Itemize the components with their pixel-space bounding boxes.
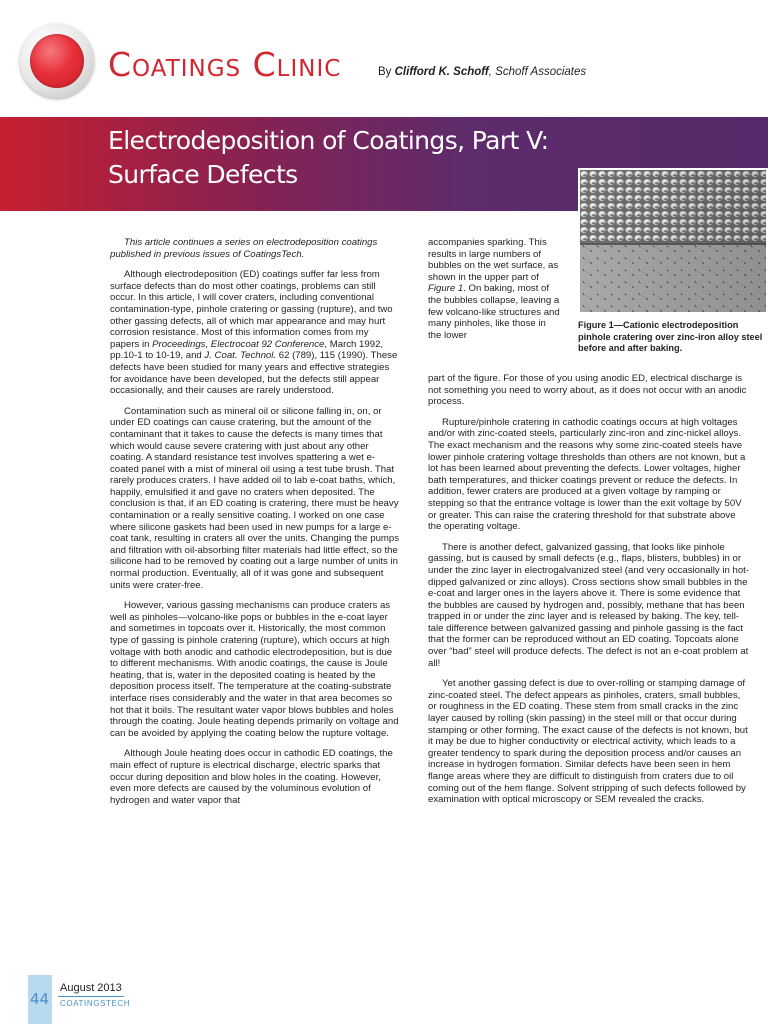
red-button-logo-icon [30,34,84,88]
paragraph: However, various gassing mechanisms can produce craters as well as pinholes—volcano-like pops or bubbles in the e-coat layer and sometimes in topcoats over it. Historically, the most common type of gassing is pinhole cratering (rupture), which occurs at high voltage with both anodic and cathodic electrodeposition, but is due to different mechanisms. With anodic coatings, the cause is Joule heating, that is, water in the deposited coating is heated by the deposition process itself. The temperature at the coating-substrate interface rises considerably and the water in that area becomes so hot that it boils. The resultant water vapor blows bubbles and holes through the coating. Joule heating depends primarily on voltage and can be avoided by applying the coating below the rupture voltage. [110,600,399,739]
paragraph: There is another defect, galvanized gassing, that looks like pinhole gassing, but is caused by small defects (e.g., flaps, blisters, bubbles) in or under the zinc layer in electrogalvanized steel (and very occasionally in hot-dipped galvanized or zinc alloys). Cross sections show small bubbles in the e-coat and larger ones in the layers above it. There is some evidence that the bubbles are caused by hydrogen and, possibly, methane that has been trapped in or under the zinc layer and is released by baking. The key, tell-tale difference between galvanized gassing and pinhole gassing is the fact that the former can be reproduced without an ED coating. Topcoats alone over “bad” steel will produce defects. The defect is not an e-coat problem at all! [428,541,750,669]
figure-caption [578,320,764,355]
paragraph: Contamination such as mineral oil or silicone falling in, on, or under ED coatings can cause cratering, but the amount of the contaminant that it takes to cause the defects is many times that which would cause severe cratering with just about any other coating. A standard resistance test involves spattering a wet e-coated panel with a mist of mineral oil using a test tube brush. That rarely produces craters. I have added oil to lab e-coat baths, which, happily, emulsified it and gave no craters when deposited. The conclusion is that, if an ED coating is cratering, there must be heavy contamination or a really sensitive coating. I worked on one case where silicone gaskets had been used in new pumps for a large e-coat tank, resulting in craters all over the units. Changing the pumps and filtration with oil-absorbing filter materials had little effect, so the silicone had to be removed by coating out a large number of units in normal production. Eventually, all of it was gone and subsequent units were crater-free. [110,405,400,591]
paragraph: Rupture/pinhole cratering in cathodic coatings occurs at high voltages and/or with zinc-coated steels, particularly zinc-iron and zinc-nickel alloys. The exact mechanism and the reasons why some zinc-coated steels have lower pinhole cratering voltage thresholds than others are not known, but a lot has been learned about preventing the defects. Lower voltages, higher bath temperatures, and thicker coatings prevent or reduce the defects. In addition, fewer craters are produced at a given voltage by ramping or stepping so that the entrance voltage is lower than the exit voltage by 50V or greater. This can raise the cratering threshold for that substrate above the operating voltage. [428,416,746,533]
byline-prefix: By [378,66,395,78]
byline [378,66,586,78]
paragraph: Although Joule heating does occur in cathodic ED coatings, the main effect of rupture is electrical discharge, electric sparks that occur during deposition and blow holes in the coating. However, even more defects are caused by the voluminous evolution of hydrogen and water vapor that [110,748,393,806]
section-title: Coatings Clinic [108,45,342,84]
article-title-line1: Electrodeposition of Coatings, Part V: [108,126,549,155]
paragraph: Although electrodeposition (ED) coatings suffer far less from surface defects than do most other coatings, problems can still occur. In this article, I will cover craters, including conventional contamination-type, pinhole cratering or gassing (rupture), and two other gassing defects, all of which mar appearance and may hurt corrosion resistance. Most of this information comes from my papers in Proceedings, Electrocoat 92 Conference, March 1992, pp.10-1 to 10-19, and J. Coat. Technol. 62 (789), 115 (1990). These defects have been studied for many years and effective strategies for avoidance have been developed, but the defects still appear occasionally, and their causes are rarely understood. [110,269,398,397]
coatings-clinic-logo [20,24,94,98]
article-column-2 [428,373,750,815]
page-number: 44 [30,990,50,1008]
figure-1-photo [578,168,768,314]
figure-caption-text: —Cationic electrodeposition pinhole cratering over zinc-iron alloy steel before and after baking. [578,320,763,353]
paragraph: Yet another gassing defect is due to over-rolling or stamping damage of zinc-coated steel. The defect appears as pinholes, craters, small bubbles, or roughness in the ED coating. These stem from small cracks in the zinc layer caused by rolling (skin passing) in the steel mill or that occur during stamping or other forming. The exact cause of the defects is not known, but it may be due to higher conductivity or electrical activity, which leads to a greater tendency to spark during the deposition process and/or causes an increase in hydrogen formation. Similar defects have been seen in hem flange areas where they are difficult to distinguish from craters due to oil coming out of the hem flange. Solvent stripping of such defects followed by examination with optical microscopy or SEM revealed the cracks. [428,678,748,806]
issue-date: August 2013 [60,982,122,994]
figure-label: Figure 1 [578,320,614,330]
paragraph: accompanies sparking. This results in large numbers of bubbles on the wet surface, as shown in the upper part of Figure 1. On baking, most of the bubbles collapse, leaving a few volcano-like structures and many pinholes, like those in the lower [428,237,560,341]
article-column-1 [110,237,400,815]
article-title [108,124,578,192]
author-affiliation: , Schoff Associates [488,66,587,78]
intro-paragraph: This article continues a series on electrodeposition coatings published in previous issues of CoatingsTech. [110,237,378,260]
article-title-line2: Surface Defects [108,160,298,189]
author-name: Clifford K. Schoff [394,66,489,78]
publication-name: COATINGSTECH [60,999,131,1008]
article-column-2-narrow [428,237,560,350]
footer-divider [58,996,124,997]
paragraph: part of the figure. For those of you using anodic ED, electrical discharge is not something you need to worry about, as it does not occur with an anodic process. [428,373,747,408]
